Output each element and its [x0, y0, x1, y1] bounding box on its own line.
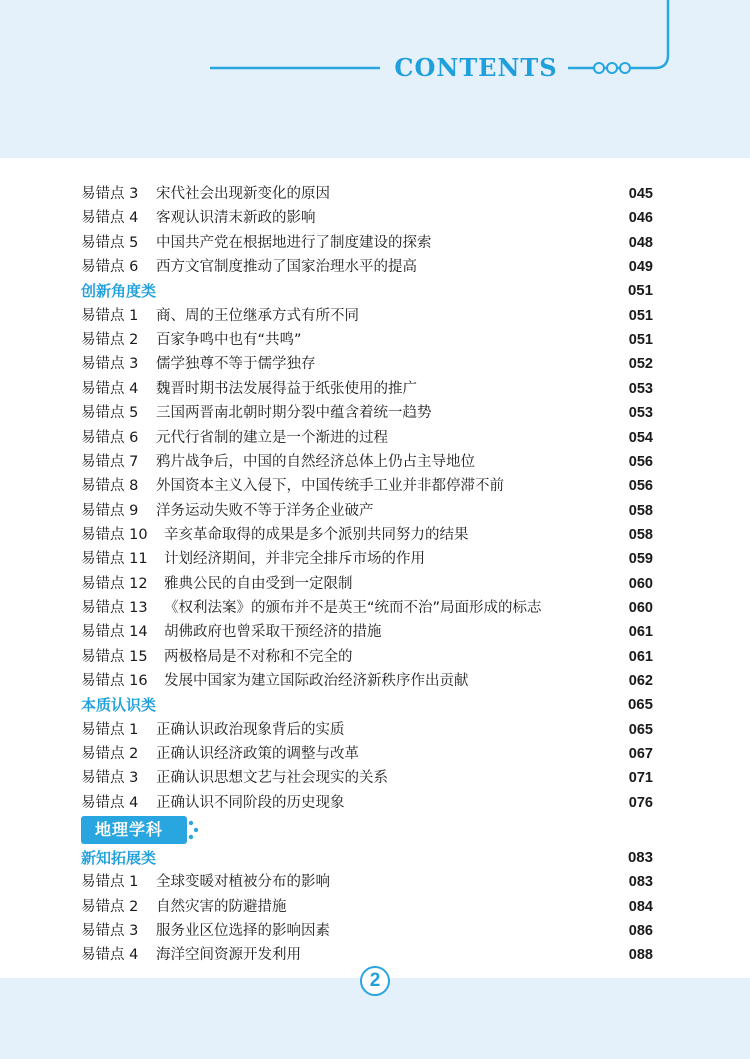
entry-title: 全球变暖对植被分布的影响 — [156, 874, 330, 891]
entry-label: 易错点 5 — [81, 234, 139, 251]
toc-entry[interactable] — [81, 377, 653, 401]
header-decoration — [0, 0, 750, 110]
entry-label: 易错点 12 — [81, 575, 148, 592]
toc-category[interactable] — [81, 846, 653, 870]
entry-label: 易错点 15 — [81, 648, 148, 665]
entry-label: 易错点 13 — [81, 599, 148, 616]
entry-title: 正确认识经济政策的调整与改革 — [156, 746, 359, 763]
toc-entry[interactable] — [81, 645, 653, 669]
entry-label: 易错点 4 — [81, 210, 139, 227]
toc-page — [0, 158, 750, 978]
toc-category[interactable] — [81, 693, 653, 717]
entry-label: 易错点 9 — [81, 502, 139, 519]
page-ref: 060 — [628, 599, 653, 616]
page-ref: 045 — [628, 186, 653, 202]
entry-label: 易错点 3 — [81, 923, 139, 940]
page-ref: 084 — [628, 898, 653, 915]
page-ref: 051 — [628, 307, 653, 324]
subject-heading — [81, 816, 199, 844]
entry-label: 易错点 2 — [81, 898, 139, 915]
toc-entry[interactable] — [81, 182, 653, 206]
entry-title: 雅典公民的自由受到一定限制 — [164, 575, 353, 592]
page-ref: 051 — [628, 332, 653, 349]
toc-entry[interactable] — [81, 718, 653, 742]
page-ref: 067 — [628, 746, 653, 763]
entry-label: 易错点 8 — [81, 478, 139, 495]
entry-title: 计划经济期间，并非完全排斥市场的作用 — [164, 551, 425, 568]
entry-label: 易错点 16 — [81, 673, 148, 689]
toc-entry[interactable] — [81, 255, 653, 279]
page-ref: 083 — [628, 874, 653, 891]
entry-title: 正确认识不同阶段的历史现象 — [156, 794, 345, 811]
entry-label: 易错点 1 — [81, 874, 139, 891]
entry-title: 正确认识政治现象背后的实质 — [156, 721, 345, 738]
page-ref: 058 — [628, 502, 653, 519]
entry-label: 易错点 11 — [81, 551, 148, 568]
page-ref: 061 — [628, 624, 653, 641]
page-ref: 083 — [627, 849, 653, 866]
entry-label: 易错点 4 — [81, 947, 139, 964]
toc-category[interactable] — [81, 279, 653, 303]
toc-entry[interactable] — [81, 304, 653, 328]
page-ref: 088 — [628, 947, 653, 964]
page-ref: 054 — [628, 429, 653, 446]
page-ref: 058 — [628, 526, 653, 543]
page-number: 2 — [360, 966, 390, 996]
entry-label: 易错点 1 — [81, 721, 139, 738]
page-ref: 052 — [628, 356, 653, 373]
header-band — [0, 0, 750, 158]
entry-label: 易错点 14 — [81, 624, 148, 641]
entry-label: 易错点 5 — [81, 405, 139, 422]
toc-entry[interactable] — [81, 766, 653, 790]
page-ref: 048 — [628, 234, 653, 251]
toc-entry[interactable] — [81, 596, 653, 620]
toc-entry[interactable] — [81, 895, 653, 919]
entry-label: 易错点 3 — [81, 770, 139, 787]
entry-title: 洋务运动失败不等于洋务企业破产 — [156, 502, 374, 519]
entry-label: 易错点 6 — [81, 429, 139, 446]
entry-label: 易错点 4 — [81, 794, 139, 811]
entry-title: 鸦片战争后，中国的自然经济总体上仍占主导地位 — [156, 453, 475, 470]
category-title: 创新角度类 — [81, 282, 157, 301]
entry-title: 元代行省制的建立是一个渐进的过程 — [156, 429, 388, 446]
page-ref: 060 — [628, 575, 653, 592]
page-ref: 049 — [628, 259, 653, 276]
toc-entry[interactable] — [81, 474, 653, 498]
toc-entry[interactable] — [81, 669, 653, 693]
toc-entry[interactable] — [81, 328, 653, 352]
toc-entry[interactable] — [81, 919, 653, 943]
subject-title: 地理学科 — [95, 820, 164, 839]
toc-entry[interactable] — [81, 231, 653, 255]
toc-entry[interactable] — [81, 572, 653, 596]
page-ref: 056 — [628, 478, 653, 495]
category-title: 新知拓展类 — [81, 849, 157, 867]
entry-label: 易错点 3 — [81, 356, 139, 373]
page-ref: 051 — [627, 282, 653, 300]
entry-label: 易错点 3 — [81, 186, 139, 202]
entry-label: 易错点 10 — [81, 526, 148, 543]
entry-title: 服务业区位选择的影响因素 — [156, 923, 330, 940]
toc-entry[interactable] — [81, 523, 653, 547]
entry-label: 易错点 2 — [81, 746, 139, 763]
toc-entry[interactable] — [81, 547, 653, 571]
page-ref: 065 — [627, 696, 653, 714]
toc-entry[interactable] — [81, 352, 653, 376]
toc-entry[interactable] — [81, 499, 653, 523]
entry-label: 易错点 1 — [81, 307, 139, 324]
toc-entry[interactable] — [81, 791, 653, 815]
page-ref: 056 — [628, 453, 653, 470]
entry-title: 百家争鸣中也有“共鸣” — [156, 332, 302, 349]
entry-label: 易错点 7 — [81, 453, 139, 470]
entry-title: 儒学独尊不等于儒学独存 — [156, 356, 316, 373]
page-ref: 053 — [628, 405, 653, 422]
page-ref: 046 — [628, 210, 653, 227]
page-ref: 071 — [628, 770, 653, 787]
entry-title: 正确认识思想文艺与社会现实的关系 — [156, 770, 388, 787]
toc-entry[interactable] — [81, 450, 653, 474]
entry-title: 魏晋时期书法发展得益于纸张使用的推广 — [156, 380, 417, 397]
page-ref: 065 — [628, 721, 653, 738]
toc-entry[interactable] — [81, 742, 653, 766]
page-ref: 086 — [628, 923, 653, 940]
toc-entry[interactable] — [81, 943, 653, 967]
entry-label: 易错点 4 — [81, 380, 139, 397]
entry-title: 发展中国家为建立国际政治经济新秩序作出贡献 — [164, 673, 469, 689]
toc-entry[interactable] — [81, 426, 653, 450]
page-ref: 053 — [628, 380, 653, 397]
entry-title: 三国两晋南北朝时期分裂中蕴含着统一趋势 — [156, 405, 432, 422]
entry-title: 辛亥革命取得的成果是多个派别共同努力的结果 — [164, 526, 469, 543]
entry-title: 胡佛政府也曾采取干预经济的措施 — [164, 624, 382, 641]
entry-title: 客观认识清末新政的影响 — [156, 210, 316, 227]
entry-title: 海洋空间资源开发利用 — [156, 947, 301, 964]
entry-title: 商、周的王位继承方式有所不同 — [156, 307, 359, 324]
entry-title: 中国共产党在根据地进行了制度建设的探索 — [156, 234, 432, 251]
entry-title: 西方文官制度推动了国家治理水平的提高 — [156, 259, 417, 276]
entry-label: 易错点 6 — [81, 259, 139, 276]
toc-entry[interactable] — [81, 206, 653, 230]
entry-title: 《权利法案》的颁布并不是英王“统而不治”局面形成的标志 — [164, 599, 542, 616]
entry-title: 自然灾害的防避措施 — [156, 898, 287, 915]
toc-entry[interactable] — [81, 620, 653, 644]
dots-decoration-icon — [187, 819, 201, 841]
toc-entry[interactable] — [81, 401, 653, 425]
contents-title: CONTENTS — [388, 52, 564, 84]
entry-title: 外国资本主义入侵下，中国传统手工业并非都停滞不前 — [156, 478, 504, 495]
entry-title: 宋代社会出现新变化的原因 — [156, 186, 330, 202]
entry-label: 易错点 2 — [81, 332, 139, 349]
toc-entry[interactable] — [81, 870, 653, 894]
page-ref: 062 — [628, 673, 653, 689]
entry-title: 两极格局是不对称和不完全的 — [164, 648, 353, 665]
page-ref: 061 — [628, 648, 653, 665]
page-ref: 076 — [628, 794, 653, 811]
category-title: 本质认识类 — [81, 696, 157, 715]
page-ref: 059 — [628, 551, 653, 568]
